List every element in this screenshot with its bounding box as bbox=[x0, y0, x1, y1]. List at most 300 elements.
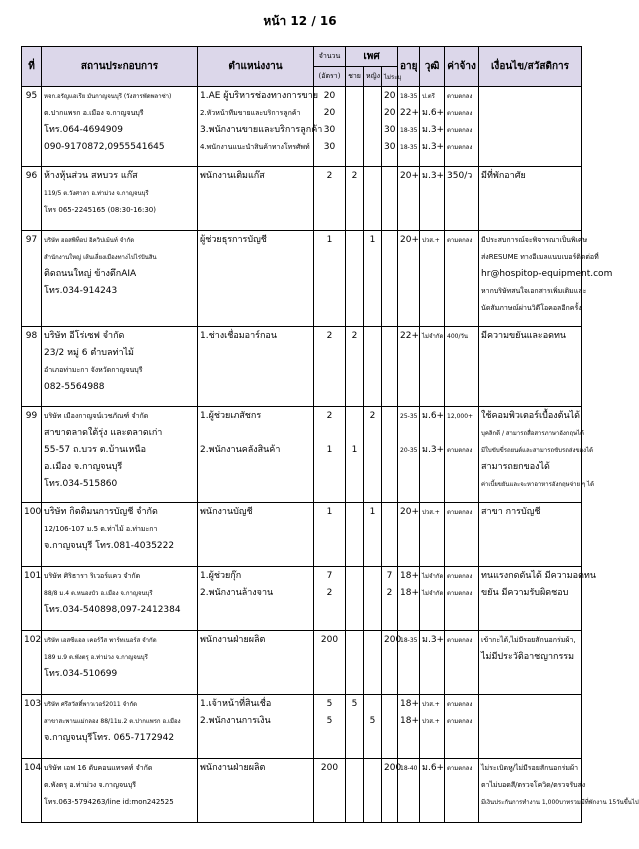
position-cell bbox=[198, 167, 314, 231]
conditions-cell-line: สาขา การบัญชี bbox=[481, 507, 541, 517]
age-cell-line bbox=[400, 425, 417, 442]
company-cell-line: 23/2 หมู่ 6 ตำบลท่าไม้ bbox=[44, 348, 134, 358]
count-cell-line: 5 bbox=[326, 716, 333, 726]
age-cell-line: 22+ bbox=[400, 331, 420, 341]
wage-cell-line: ตามตกลง bbox=[447, 637, 473, 644]
female-cell bbox=[364, 759, 382, 823]
company-cell-line: จ.กาญจนบุรีโทร. 065-7172942 bbox=[44, 733, 175, 743]
company-cell-line: โทร 065-2245165 (08:30-16:30) bbox=[44, 206, 156, 214]
female-cell-line bbox=[366, 442, 379, 459]
company-cell-line: สาขาตลาดใต้รุ่ง และตลาดเก่า bbox=[44, 428, 163, 438]
any-cell bbox=[382, 167, 398, 231]
age-cell bbox=[398, 407, 420, 503]
conditions-cell-line: มีความขยันและอดทน bbox=[481, 331, 567, 341]
female-cell bbox=[364, 567, 382, 631]
wage-cell-line: ตามตกลง bbox=[447, 509, 473, 516]
male-cell bbox=[346, 231, 364, 327]
education-cell-line: ม.6+ bbox=[422, 411, 445, 421]
count-cell bbox=[314, 407, 346, 503]
conditions-cell bbox=[479, 759, 639, 823]
company-cell-line: บริษัท ศรีสวัสดิ์พาวเวอร์2011 จำกัด bbox=[44, 701, 137, 708]
position-cell-line: 2.หัวหน้าทีมขายและบริการลูกค้า bbox=[200, 109, 301, 117]
age-cell bbox=[398, 695, 420, 759]
any-cell-line: 20 bbox=[384, 91, 396, 101]
male-cell bbox=[346, 567, 364, 631]
company-cell-line: 12/106-107 ม.5 ต.ท่าไม้ อ.ท่ามะกา bbox=[44, 525, 158, 533]
education-cell-line: ปวส.+ bbox=[422, 718, 440, 725]
row-number bbox=[22, 87, 42, 167]
count-cell-line: 20 bbox=[323, 91, 336, 101]
any-cell-line bbox=[384, 232, 395, 249]
female-cell bbox=[364, 167, 382, 231]
any-cell-line: 20 bbox=[384, 108, 396, 118]
conditions-cell-line: ตาไม่บอดสี/ตรวจโควิด/ตรวจรับส่ง bbox=[481, 781, 586, 789]
male-cell-line: 1 bbox=[351, 445, 358, 455]
age-cell-line: 20+ bbox=[400, 171, 420, 181]
conditions-cell-line: บุคลิกดี / สามารถสื่อสารภาษาอังกฤษได้ bbox=[481, 430, 584, 437]
count-cell-line: 1 bbox=[326, 507, 333, 517]
row-number-line: 96 bbox=[25, 171, 38, 181]
company-cell-line: บริษัท ฮอสพิท็อป อิควิปเม้นท์ จำกัด bbox=[44, 237, 135, 244]
row-number bbox=[22, 759, 42, 823]
conditions-cell bbox=[479, 167, 582, 231]
header-count-unit: (อัตรา) bbox=[314, 67, 346, 87]
female-cell-line bbox=[366, 568, 379, 585]
position-cell bbox=[198, 87, 323, 167]
female-cell-line bbox=[366, 760, 379, 777]
company-cell bbox=[42, 567, 198, 631]
position-cell-line: 1.เจ้าหน้าที่สินเชื่อ bbox=[200, 699, 272, 709]
education-cell-line: ม.3+ bbox=[422, 125, 445, 135]
count-cell-line: 200 bbox=[320, 763, 339, 773]
wage-cell bbox=[445, 695, 479, 759]
company-cell-line: โทร.063-5794263/line id:mon242525 bbox=[44, 798, 174, 806]
position-cell-line: 1.ผู้ช่วยกุ๊ก bbox=[200, 571, 242, 581]
header-education: วุฒิ bbox=[420, 47, 445, 87]
table-row bbox=[22, 503, 582, 567]
company-cell-line: อ.เมือง จ.กาญจนบุรี bbox=[44, 462, 123, 472]
education-cell-line: ปวส.+ bbox=[422, 701, 440, 708]
company-cell-line: บริษัท กิตติมนการบัญชี จำกัด bbox=[44, 507, 158, 517]
count-cell-line: 20 bbox=[323, 108, 336, 118]
education-cell bbox=[420, 167, 445, 231]
company-cell-line: ต.พังตรุ อ.ท่าม่วง จ.กาญจนบุรี bbox=[44, 781, 137, 789]
count-cell-line: 2 bbox=[326, 331, 333, 341]
row-number bbox=[22, 567, 42, 631]
any-cell bbox=[382, 407, 398, 503]
age-cell bbox=[398, 631, 420, 695]
table-row bbox=[22, 759, 582, 823]
age-cell-line: 18-35 bbox=[400, 127, 418, 134]
male-cell-line bbox=[348, 232, 361, 249]
education-cell-line: ม.3+ bbox=[422, 445, 445, 455]
company-cell-line: 88/8 ม.4 ต.หนองบัว อ.เมือง จ.กาญจนบุรี bbox=[44, 590, 153, 597]
female-cell-line bbox=[366, 168, 379, 185]
female-cell-line bbox=[366, 122, 379, 139]
female-cell bbox=[364, 503, 382, 567]
conditions-cell-line: เข้ากะได้,ไม่มีรอยสักนอกร่มผ้า, bbox=[481, 636, 576, 644]
female-cell-line: 1 bbox=[369, 235, 376, 245]
education-cell bbox=[420, 567, 445, 631]
wage-cell-line: ตามตกลง bbox=[447, 718, 473, 725]
table-row bbox=[22, 407, 582, 503]
company-cell bbox=[42, 407, 198, 503]
company-cell-line: โทร.064-4694909 bbox=[44, 125, 123, 135]
female-cell bbox=[364, 327, 382, 407]
wage-cell-line: ตามตกลง bbox=[447, 447, 473, 454]
male-cell-line bbox=[348, 585, 361, 602]
row-number-line: 99 bbox=[25, 411, 38, 421]
count-cell-line: 2 bbox=[326, 411, 333, 421]
wage-cell-line: ตามตกลง bbox=[447, 573, 473, 580]
female-cell-line bbox=[366, 696, 379, 713]
wage-cell bbox=[445, 327, 479, 407]
header-any: ไม่ระบุ bbox=[382, 67, 398, 87]
education-cell-line bbox=[422, 425, 442, 442]
female-cell-line bbox=[366, 139, 379, 156]
any-cell-line bbox=[384, 442, 395, 459]
company-cell-line: บริษัท อีโร่เซฟ จำกัด bbox=[44, 331, 125, 341]
male-cell bbox=[346, 503, 364, 567]
company-cell bbox=[42, 87, 198, 167]
row-number bbox=[22, 503, 42, 567]
count-cell bbox=[314, 327, 346, 407]
male-cell bbox=[346, 695, 364, 759]
female-cell bbox=[364, 87, 382, 167]
company-cell-line: 090-9170872,0955541645 bbox=[44, 142, 165, 152]
row-number-line: 95 bbox=[25, 91, 38, 101]
male-cell-line bbox=[348, 713, 361, 730]
position-cell-line: 1.ช่างเชื่อมอาร์กอน bbox=[200, 331, 277, 341]
female-cell-line bbox=[366, 328, 379, 345]
company-cell bbox=[42, 631, 198, 695]
any-cell-line bbox=[384, 408, 395, 425]
conditions-cell-line: มีประสบการณ์จะพิจารณาเป็นพิเศษ bbox=[481, 236, 588, 244]
company-cell-line: 189 ม.9 ต.พังตรุ อ.ท่าม่วง จ.กาญจนบุรี bbox=[44, 654, 148, 661]
conditions-cell-line: นัดสัมภาษณ์ผ่านวิดีโอคอลอีกครั้ง bbox=[481, 304, 582, 312]
female-cell bbox=[364, 695, 382, 759]
count-cell-line: 1 bbox=[326, 445, 333, 455]
any-cell-line bbox=[384, 504, 395, 521]
any-cell-line bbox=[384, 168, 395, 185]
conditions-cell-line: หากบริษัทสนใจเอกสารเพิ่มเติมและ bbox=[481, 287, 587, 295]
male-cell bbox=[346, 407, 364, 503]
female-cell-line bbox=[366, 632, 379, 649]
row-number bbox=[22, 327, 42, 407]
count-cell bbox=[314, 231, 346, 327]
company-cell-line: ต.ปากแพรก อ.เมือง จ.กาญจนบุรี bbox=[44, 109, 144, 117]
male-cell-line bbox=[348, 425, 361, 442]
any-cell-line: 2 bbox=[386, 588, 393, 598]
count-cell bbox=[314, 167, 346, 231]
female-cell-line bbox=[366, 105, 379, 122]
position-cell-line: 2.พนักงานล้างจาน bbox=[200, 588, 274, 598]
age-cell-line: 18+ bbox=[400, 699, 420, 709]
count-cell-line: 2 bbox=[326, 588, 333, 598]
conditions-cell bbox=[479, 503, 582, 567]
company-cell-line: บริษัท ศิริธารา ริเวอร์แคว จำกัด bbox=[44, 572, 141, 580]
male-cell-line bbox=[348, 105, 361, 122]
table-row bbox=[22, 87, 582, 167]
male-cell-line: 2 bbox=[351, 331, 358, 341]
education-cell bbox=[420, 503, 445, 567]
header-wage: ค่าจ้าง bbox=[445, 47, 479, 87]
count-cell-line: 7 bbox=[326, 571, 333, 581]
education-cell-line: ปวส.+ bbox=[422, 509, 440, 516]
conditions-cell-line: ขยัน มีความรับผิดชอบ bbox=[481, 588, 569, 598]
male-cell-line bbox=[348, 568, 361, 585]
wage-cell-line: ตามตกลง bbox=[447, 93, 473, 100]
conditions-cell-line: ทนแรงกดดันได้ มีความอดทน bbox=[481, 571, 596, 581]
conditions-cell bbox=[479, 567, 596, 631]
position-cell-line: พนักงานฝ่ายผลิต bbox=[200, 763, 266, 773]
wage-cell bbox=[445, 567, 479, 631]
education-cell-line: ปวส.+ bbox=[422, 237, 440, 244]
position-cell bbox=[198, 759, 314, 823]
company-cell-line: 082-5564988 bbox=[44, 382, 105, 392]
any-cell-line bbox=[384, 696, 395, 713]
table-row bbox=[22, 631, 582, 695]
company-cell-line: บริษัท เอสซีแอล เคอร์วีส พาร์ทเนอร์ส จำกัด bbox=[44, 637, 157, 644]
any-cell bbox=[382, 231, 398, 327]
wage-cell bbox=[445, 631, 479, 695]
male-cell bbox=[346, 759, 364, 823]
education-cell-line: ไม่จำกัด bbox=[422, 333, 444, 340]
count-cell-line: 1 bbox=[326, 235, 333, 245]
company-cell-line: บริษัท เอฟ 16 ดับคอนแทรคท์ จำกัด bbox=[44, 764, 153, 772]
position-cell-line: 1.AE ผู้บริหารช่องทางการขาย bbox=[200, 91, 319, 101]
header-company: สถานประกอบการ bbox=[42, 47, 198, 87]
wage-cell-line bbox=[447, 425, 476, 442]
any-cell-line bbox=[384, 425, 395, 442]
female-cell bbox=[364, 631, 382, 695]
company-cell-line: 55-57 ถ.บวร ต.บ้านเหนือ bbox=[44, 445, 146, 455]
male-cell bbox=[346, 87, 364, 167]
conditions-cell bbox=[479, 87, 582, 167]
age-cell-line: 18-35 bbox=[400, 144, 418, 151]
row-number bbox=[22, 231, 42, 327]
wage-cell-line: ตามตกลง bbox=[447, 765, 473, 772]
row-number-line: 100 bbox=[24, 507, 42, 517]
age-cell bbox=[398, 231, 420, 327]
count-cell bbox=[314, 759, 346, 823]
row-number bbox=[22, 695, 42, 759]
age-cell bbox=[398, 567, 420, 631]
count-cell-line: 5 bbox=[326, 699, 333, 709]
row-number-line: 103 bbox=[24, 699, 42, 709]
position-cell-line bbox=[200, 425, 311, 442]
position-cell bbox=[198, 407, 314, 503]
conditions-cell-line: hr@hospitop-equipment.com bbox=[481, 269, 613, 279]
education-cell-line: ไม่จำกัด bbox=[422, 573, 444, 580]
male-cell bbox=[346, 167, 364, 231]
position-cell-line: พนักงานฝ่ายผลิต bbox=[200, 635, 266, 645]
male-cell bbox=[346, 327, 364, 407]
wage-cell-line: ตามตกลง bbox=[447, 701, 473, 708]
education-cell bbox=[420, 631, 445, 695]
company-cell bbox=[42, 695, 198, 759]
count-cell bbox=[314, 503, 346, 567]
male-cell-line bbox=[348, 122, 361, 139]
female-cell-line bbox=[366, 425, 379, 442]
age-cell bbox=[398, 167, 420, 231]
header-no: ที่ bbox=[22, 47, 42, 87]
conditions-cell-line: สามารถยกของได้ bbox=[481, 462, 550, 472]
row-number bbox=[22, 407, 42, 503]
female-cell-line: 1 bbox=[369, 507, 376, 517]
any-cell-line: 200 bbox=[384, 763, 402, 773]
any-cell bbox=[382, 631, 402, 695]
wage-cell-line: ตามตกลง bbox=[447, 127, 473, 134]
position-cell bbox=[198, 327, 314, 407]
education-cell-line: ม.3+ bbox=[422, 171, 445, 181]
company-cell bbox=[42, 327, 198, 407]
position-cell bbox=[198, 231, 314, 327]
row-number-line: 102 bbox=[24, 635, 42, 645]
age-cell bbox=[398, 759, 420, 823]
wage-cell-line: 350/ว bbox=[447, 171, 473, 181]
company-cell-line: ห้างหุ้นส่วน สหบวร แก๊ส bbox=[44, 171, 138, 181]
conditions-cell-line: ส่งRESUME ทางอีเมลแนบเบอร์ติดต่อที่ bbox=[481, 253, 599, 261]
conditions-cell-line: มีเงินประกันการทำงาน 1,000บาทรวมมีที่พักงาน 15วันขึ้นไป bbox=[481, 799, 639, 806]
row-number-line: 97 bbox=[25, 235, 38, 245]
age-cell-line: 18-35 bbox=[400, 637, 418, 644]
conditions-cell bbox=[479, 407, 594, 503]
male-cell-line bbox=[348, 408, 361, 425]
male-cell bbox=[346, 631, 364, 695]
conditions-cell bbox=[479, 695, 582, 759]
age-cell bbox=[398, 87, 420, 167]
position-cell bbox=[198, 631, 314, 695]
education-cell-line: ไม่จำกัด bbox=[422, 590, 444, 597]
age-cell bbox=[398, 503, 420, 567]
position-cell-line: 2.พนักงานคลังสินค้า bbox=[200, 445, 281, 455]
company-cell bbox=[42, 167, 198, 231]
company-cell-line: หจก.อรัญแอเรีย มันกาญจนบุรี (วังสารพัดพลาซ่า) bbox=[44, 93, 172, 100]
row-number bbox=[22, 167, 42, 231]
header-position: ตำแหน่งงาน bbox=[198, 47, 314, 87]
any-cell-line bbox=[384, 713, 395, 730]
page-number: หน้า 12 / 16 bbox=[263, 14, 337, 28]
wage-cell-line: 12,000+ bbox=[447, 413, 474, 420]
company-cell bbox=[42, 503, 198, 567]
age-cell-line: 25-35 bbox=[400, 413, 418, 420]
company-cell-line: โทร.034-515860 bbox=[44, 479, 118, 489]
position-cell-line: 1.ผู้ช่วยเภสัชกร bbox=[200, 411, 262, 421]
company-cell-line: จ.กาญจนบุรี โทร.081-4035222 bbox=[44, 541, 175, 551]
wage-cell bbox=[445, 759, 479, 823]
table-row bbox=[22, 567, 582, 631]
age-cell-line: 20+ bbox=[400, 235, 420, 245]
age-cell-line: 18-35 bbox=[400, 93, 418, 100]
row-number-line: 98 bbox=[25, 331, 38, 341]
education-cell bbox=[420, 231, 445, 327]
wage-cell bbox=[445, 503, 479, 567]
conditions-cell bbox=[479, 327, 582, 407]
conditions-cell-line: มีใบขับขี่รถยนต์และสามารถขับรถส่งของได้ bbox=[481, 447, 593, 454]
education-cell bbox=[420, 695, 445, 759]
education-cell-line: ม.3+ bbox=[422, 635, 445, 645]
wage-cell-line: ตามตกลง bbox=[447, 237, 473, 244]
row-number-line: 104 bbox=[24, 763, 42, 773]
any-cell bbox=[382, 327, 398, 407]
any-cell-line: 30 bbox=[384, 142, 396, 152]
female-cell bbox=[364, 231, 382, 327]
position-cell-line: ผู้ช่วยธุรการบัญชี bbox=[200, 235, 267, 245]
age-cell-line: 18+ bbox=[400, 571, 420, 581]
education-cell-line: ม.6+ bbox=[422, 763, 445, 773]
count-cell-line: 200 bbox=[320, 635, 339, 645]
company-cell-line: สาขาสะพานแม่กลอง 88/11ม.2 ต.ปากแพรก อ.เมือง bbox=[44, 718, 181, 725]
table-row bbox=[22, 167, 582, 231]
any-cell bbox=[382, 759, 402, 823]
education-cell bbox=[420, 87, 445, 167]
wage-cell-line: ตามตกลง bbox=[447, 110, 473, 117]
wage-cell bbox=[445, 87, 479, 167]
any-cell-line bbox=[384, 328, 395, 345]
conditions-cell-line: ใช้คอมพิวเตอร์เบื้องต้นได้ bbox=[481, 411, 580, 421]
conditions-cell-line: มีที่พักอาศัย bbox=[481, 171, 526, 181]
position-cell-line: 2.พนักงานการเงิน bbox=[200, 716, 271, 726]
position-cell-line: 3.พนักงานขายและบริการลูกค้า bbox=[200, 125, 323, 135]
position-cell-line: พนักงานเติมแก๊ส bbox=[200, 171, 265, 181]
conditions-cell-line: ไม่ระเบิดหู/ไม่มีรอยสักนอกร่มผ้า bbox=[481, 764, 578, 772]
header-conditions: เงื่อนไข/สวัสดิการ bbox=[479, 47, 582, 87]
conditions-cell-line: ไม่มีประวัติอาชญากรรม bbox=[481, 652, 575, 662]
wage-cell-line: ตามตกลง bbox=[447, 590, 473, 597]
company-cell-line: สำนักงานใหญ่ เส้นเลี่ยงเมืองทางไปไร่ปันสิน bbox=[44, 254, 157, 261]
age-cell-line: 18+ bbox=[400, 716, 420, 726]
count-cell-line: 30 bbox=[323, 125, 336, 135]
male-cell-line bbox=[348, 760, 361, 777]
female-cell-line bbox=[366, 88, 379, 105]
male-cell-line bbox=[348, 88, 361, 105]
table-row bbox=[22, 695, 582, 759]
wage-cell bbox=[445, 167, 479, 231]
age-cell-line: 20-35 bbox=[400, 447, 418, 454]
education-cell bbox=[420, 327, 445, 407]
female-cell-line bbox=[366, 585, 379, 602]
company-cell-line: โทร.034-540898,097-2412384 bbox=[44, 605, 181, 615]
education-cell bbox=[420, 407, 445, 503]
age-cell-line: 18-40 bbox=[400, 765, 418, 772]
count-cell-line: 2 bbox=[326, 171, 333, 181]
male-cell-line: 2 bbox=[351, 171, 358, 181]
count-cell bbox=[314, 567, 346, 631]
company-cell-line: โทร.034-914243 bbox=[44, 286, 118, 296]
male-cell-line: 5 bbox=[351, 699, 358, 709]
male-cell-line bbox=[348, 504, 361, 521]
male-cell-line bbox=[348, 139, 361, 156]
conditions-cell-line: ค่าเบี้ยขยันและจะหาอาหารอังกฤษจ่าย ๆ ได้ bbox=[481, 481, 594, 488]
header-female: หญิง bbox=[364, 67, 382, 87]
company-cell bbox=[42, 231, 198, 327]
company-cell bbox=[42, 759, 198, 823]
any-cell-line: 7 bbox=[386, 571, 393, 581]
any-cell-line: 200 bbox=[384, 635, 402, 645]
age-cell-line: 20+ bbox=[400, 507, 420, 517]
any-cell-line: 30 bbox=[384, 125, 396, 135]
company-cell-line: อำเภอท่ามะกา จังหวัดกาญจนบุรี bbox=[44, 366, 143, 374]
job-listings-table bbox=[21, 46, 639, 823]
any-cell bbox=[382, 87, 398, 167]
male-cell-line bbox=[348, 632, 361, 649]
header-count: จำนวน bbox=[314, 47, 346, 67]
count-cell bbox=[314, 631, 346, 695]
wage-cell bbox=[445, 231, 479, 327]
female-cell-line: 2 bbox=[369, 411, 376, 421]
header-age: อายุ bbox=[398, 47, 420, 87]
